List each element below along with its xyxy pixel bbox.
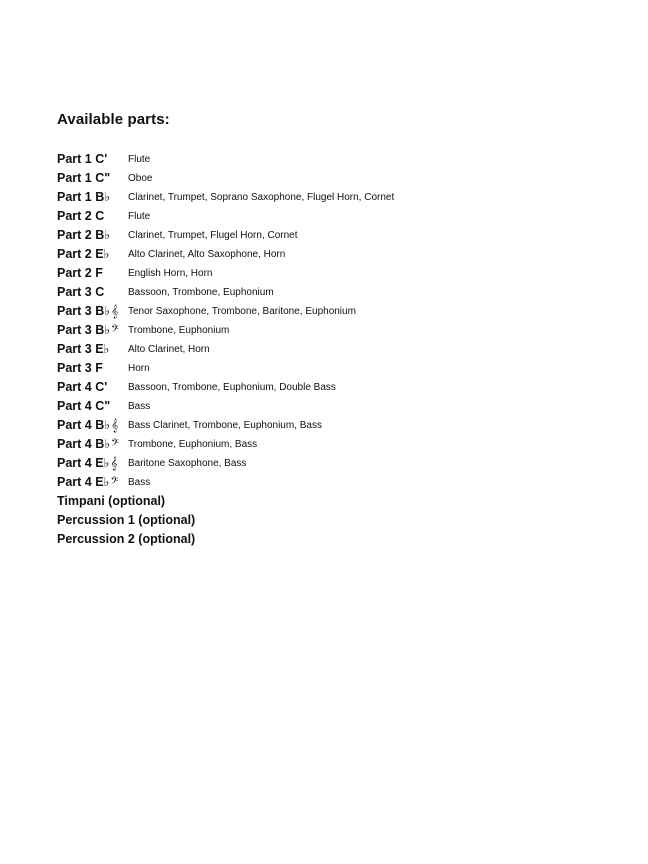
part-label: Part 2 B♭ [57, 228, 111, 242]
part-row [57, 378, 394, 397]
part-label: Part 1 C' [57, 152, 108, 166]
part-label: Part 3 B♭𝄢 [57, 323, 119, 337]
part-row [57, 302, 394, 321]
part-instruments: Trombone, Euphonium, Bass [128, 439, 258, 450]
parts-list [57, 150, 394, 549]
treble-clef-icon: 𝄞 [110, 456, 118, 470]
bass-clef-icon: 𝄢 [111, 437, 119, 451]
part-instruments: Clarinet, Trumpet, Soprano Saxophone, Flugel Horn, Cornet [128, 192, 395, 203]
part-instruments: Bassoon, Trombone, Euphonium [128, 287, 274, 298]
part-row [57, 397, 394, 416]
part-label: Part 4 B♭𝄢 [57, 437, 119, 451]
part-instruments: Baritone Saxophone, Bass [128, 458, 247, 469]
part-label: Part 1 B♭ [57, 190, 111, 204]
part-instruments: Bass [128, 401, 151, 412]
part-row [57, 416, 394, 435]
optional-part-label: Percussion 1 (optional) [57, 513, 196, 527]
part-instruments: Alto Clarinet, Alto Saxophone, Horn [128, 249, 286, 260]
part-label: Part 3 B♭𝄞 [57, 304, 119, 318]
part-label: Part 3 F [57, 361, 103, 375]
optional-part-row [57, 511, 394, 530]
part-row [57, 245, 394, 264]
part-label: Part 2 F [57, 266, 103, 280]
part-row [57, 207, 394, 226]
part-row [57, 435, 394, 454]
bass-clef-icon: 𝄢 [111, 323, 119, 337]
part-label: Part 4 B♭𝄞 [57, 418, 119, 432]
part-instruments: Bass [128, 477, 151, 488]
part-row [57, 169, 394, 188]
part-row [57, 359, 394, 378]
part-row [57, 283, 394, 302]
part-instruments: Tenor Saxophone, Trombone, Baritone, Euphonium [128, 306, 356, 317]
part-row [57, 340, 394, 359]
part-label: Part 4 C' [57, 380, 108, 394]
part-instruments: Flute [128, 211, 151, 222]
part-label: Part 1 C" [57, 171, 111, 185]
part-instruments: Horn [128, 363, 150, 374]
part-instruments: Bass Clarinet, Trombone, Euphonium, Bass [128, 420, 322, 431]
part-label: Part 4 E♭𝄞 [57, 456, 118, 470]
part-label: Part 4 C" [57, 399, 111, 413]
part-instruments: Alto Clarinet, Horn [128, 344, 210, 355]
treble-clef-icon: 𝄞 [111, 304, 119, 318]
part-instruments: Bassoon, Trombone, Euphonium, Double Bass [128, 382, 336, 393]
part-row [57, 473, 394, 492]
part-label: Part 2 E♭ [57, 247, 110, 261]
part-row [57, 226, 394, 245]
part-row [57, 321, 394, 340]
part-row [57, 150, 394, 169]
optional-part-label: Timpani (optional) [57, 494, 166, 508]
part-instruments: Trombone, Euphonium [128, 325, 230, 336]
optional-part-row [57, 492, 394, 511]
page-heading: Available parts: [57, 111, 170, 128]
part-instruments: Clarinet, Trumpet, Flugel Horn, Cornet [128, 230, 298, 241]
part-row [57, 188, 394, 207]
part-label: Part 4 E♭𝄢 [57, 475, 119, 489]
part-instruments: Oboe [128, 173, 153, 184]
optional-part-row [57, 530, 394, 549]
part-row [57, 264, 394, 283]
part-instruments: Flute [128, 154, 151, 165]
part-instruments: English Horn, Horn [128, 268, 213, 279]
bass-clef-icon: 𝄢 [110, 475, 119, 489]
part-label: Part 2 C [57, 209, 105, 223]
optional-part-label: Percussion 2 (optional) [57, 532, 196, 546]
part-label: Part 3 C [57, 285, 105, 299]
part-label: Part 3 E♭ [57, 342, 110, 356]
part-row [57, 454, 394, 473]
treble-clef-icon: 𝄞 [111, 418, 119, 432]
